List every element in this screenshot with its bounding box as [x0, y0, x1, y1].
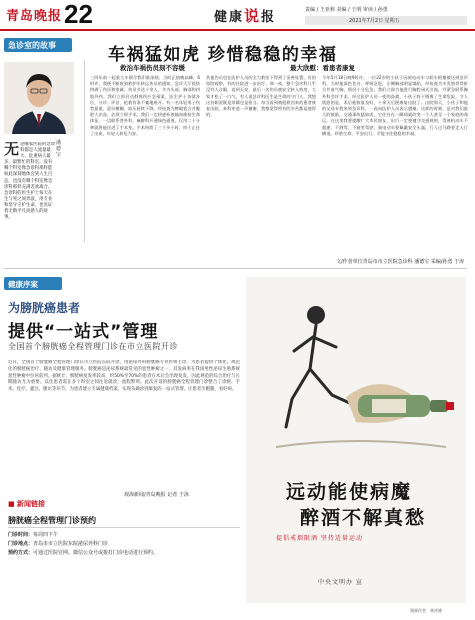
feature-credit: 观海新闻/青岛晚报 记者 于泳	[124, 492, 189, 498]
column-divider	[84, 60, 85, 242]
page-number: 22	[64, 0, 93, 29]
article-column-1: 三四年前一起重大车祸令我印象深刻。当时正值晚高峰，6时许，我便不断收到救护车转运伤员的通知，急诊大厅很快挤满了伤员和家属。伤员多达十余人，多为头部、胸部和四肢外伤。我们立即启动群体伤应急预案，医生护士各就各位，分诊、评估、抢救有条不紊地展开。有一名年轻男子伤势最重，意识模糊，血压持续下降，经检查为脾破裂合并腹腔大出血，必须立即手术。我们一边快速补液输血维持生命体征，一边联系普外科、麻醉科开通绿色通道，仅用二十分钟就将他送进了手术室。手术持续了三个多小时，终于止住了出血，年轻人转危为安。	[90, 75, 200, 136]
poster-slogan-1: 远动能使病魔	[286, 481, 413, 503]
article-intro	[4, 142, 56, 238]
date-bar	[305, 16, 467, 25]
news-link-row-3	[8, 550, 240, 557]
article-headline: 车祸猛如虎 珍惜稳稳的幸福	[108, 45, 338, 65]
column-tag-label: 急诊室的故事	[8, 41, 56, 50]
feature-tag-label: 健康序案	[8, 280, 38, 289]
news-link-title: 膀胱癌全程管理门诊预约	[8, 516, 96, 525]
row-2-label: 门诊地点：	[8, 541, 34, 547]
section-title	[214, 5, 276, 26]
issue-date: 2021年7月2日 星期五	[349, 18, 400, 24]
section-title-part-1: 健康	[214, 10, 245, 25]
feature-subheadline: 全国首个膀胱癌全程管理门诊在市立医院开诊	[8, 342, 178, 351]
intro-text: 论哪家医院的急诊科都是人流量最大、危重病人最多、最繁忙的科室。没有哪个科室像急诊科那样能如此深刻地体会到人生百态，也没有哪个科室像急诊科那样充满悲欢离合。急诊科的医生护士每天在生与死之间奔波，用专业和坚守守护生命，也见证着无数平凡而感人的故事。	[4, 142, 56, 221]
feature-tag	[4, 277, 62, 290]
row-3-value: 可通过医院官网、微信公众号或拨打门诊电话进行预约。	[33, 550, 159, 556]
news-link-rule	[8, 527, 240, 528]
poster-sponsor: 中央文明办 宣	[318, 579, 363, 586]
author-photo	[4, 62, 74, 134]
row-1-label: 门诊时间：	[8, 532, 34, 538]
poster-footnote: 漫画作者：林祥德	[410, 608, 442, 613]
row-3-label: 预约方式：	[8, 550, 34, 556]
author-portrait-illustration	[4, 62, 74, 134]
author-caption: 潘德宝	[56, 140, 62, 158]
news-link-row-1	[8, 532, 240, 539]
feature-kicker: 为膀胱癌患者	[8, 301, 81, 315]
row-2-value: 青岛市市立医院东院泌尿外科门诊	[33, 541, 109, 547]
column-tag	[4, 38, 72, 52]
masthead-rule	[0, 29, 475, 31]
poster-illustration	[246, 277, 466, 472]
article-column-2: 其他伤员也在医护人员的全力救治下得到了妥善处置，有的留院观察，有的住院进一步治疗。那一夜，整个急诊科几乎没有人合眼，直到天亮，最后一名伤员被安全转入病房，大家才松了一口气。有人说急诊科医生是生命的守门人，我想这份职责既是荣耀也是担当。每当看到被抢救回来的患者康复出院，来科室道一声谢谢，我都觉得所有的辛苦都是值得的。	[206, 75, 316, 118]
section-divider	[4, 268, 467, 269]
public-service-poster	[246, 277, 466, 603]
section-title-part-3: 报	[261, 10, 277, 25]
article-column-3: 今年5月18日晚9时许，一位22岁的小伙子因骑电动车与轿车相撞被送到急诊科，当时他面色苍白、呼吸急促，左侧胸部明显塌陷，经检查为多发肋骨骨折合并血气胸，情况十分危急。我们立即为他进行胸腔闭式引流，并紧急联系胸外科会诊手术。经过医护人员一夜的奋战，小伙子终于脱离了生命危险。令人欣慰的是，术后他恢复良好，十余天后便康复出院了。出院那天，小伙子和他的父母专程来到急诊科，一再向医护人员表示感谢。这样的时刻，是对我们最大的鼓励。交通事故猛如虎，它往往在一瞬间就改变一个人甚至一个家庭的命运。在这里我要提醒广大市民朋友，出行一定要遵守交通规则，驾驶机动车不超速、不酒驾、不疲劳驾驶，骑电动车要佩戴安全头盔，行人过马路要走人行横道。珍惜生命，平安出行，才能守住稳稳的幸福。	[322, 75, 468, 136]
row-1-value: 每周四下午	[33, 532, 59, 538]
poster-slogan-2: 醉酒不解真愁	[300, 507, 427, 529]
news-link-row-2	[8, 541, 240, 548]
subhead-1: 救治车祸伤员刻不容缓	[120, 64, 185, 72]
poster-tagline: 提倡戒烟限酒 坚持适量运动	[276, 535, 363, 542]
drop-cap: 无	[4, 142, 20, 158]
subhead-2: 最大欣慰：看患者康复	[290, 64, 355, 72]
newspaper-logo: 青岛晚报	[6, 9, 63, 24]
section-title-part-2: 说	[244, 7, 262, 25]
feature-body: 近日，全国首个膀胱癌全程管理门诊在市立医院东院开诊，由泌尿外科膀胱癌专业医师主诊，为患者提供个体化、规范化的膀胱癌治疗、随访及健康管理服务。膀胱癌是泌尿系统最常见的恶性肿瘤之一，其发病率在我国男性泌尿生殖系统恶性肿瘤中位居前列。据统计，膀胱癌复发率较高，约50%至70%的患者在术后会出现复发，因此规范的综合治疗与长期随访尤为重要。以往患者需在多个科室之间往返就诊，流程繁琐。此次开设的膀胱癌全程管理门诊整合了诊断、手术、化疗、灌注、随访等环节，为患者建立专属健康档案，实现从确诊到康复的一站式管理，让患者少跑腿、看好病。	[8, 360, 240, 393]
feature-headline: 提供“一站式”管理	[8, 322, 159, 342]
news-link-header: ■ 新闻链接	[8, 500, 46, 508]
masthead	[0, 0, 475, 30]
article-credit: 文/作者单位青岛市市立医院急诊科 潘德宝 采编/孙勇 于涛	[336, 259, 465, 265]
editor-credits: 责编 / 王亚莉 美编 / 王明 审读 / 孙勇	[305, 7, 388, 13]
